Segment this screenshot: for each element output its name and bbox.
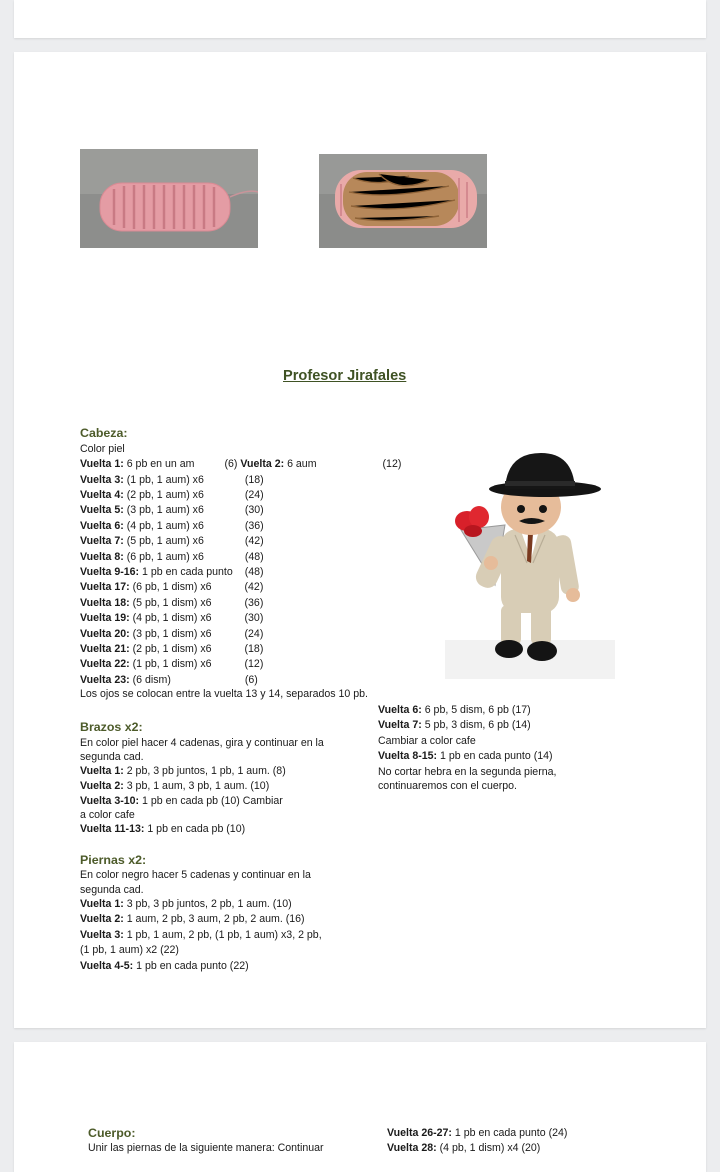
cabeza-row: Vuelta 5: (3 pb, 1 aum) x6 (30) — [80, 504, 264, 517]
cabeza-row: Vuelta 22: (1 pb, 1 dism) x6 (12) — [80, 658, 264, 671]
cuerpo-row-26-27: Vuelta 26-27: 1 pb en cada punto (24) — [387, 1127, 568, 1139]
right-note-2: continuaremos con el cuerpo. — [378, 780, 517, 792]
piernas-intro-2: segunda cad. — [80, 884, 144, 896]
cabeza-row: Vuelta 18: (5 pb, 1 dism) x6 (36) — [80, 596, 264, 609]
cuerpo-row-28: Vuelta 28: (4 pb, 1 dism) x4 (20) — [387, 1142, 541, 1154]
cabeza-color: Color piel — [80, 443, 125, 455]
cabeza-row: Vuelta 4: (2 pb, 1 aum) x6 (24) — [80, 488, 264, 501]
brazos-row-11-13: Vuelta 11-13: 1 pb en cada pb (10) — [80, 823, 246, 835]
brazos-row-2: Vuelta 2: 3 pb, 1 aum, 3 pb, 1 aum. (10) — [80, 780, 270, 792]
cabeza-row: Vuelta 20: (3 pb, 1 dism) x6 (24) — [80, 627, 264, 640]
right-row-6: Vuelta 6: 6 pb, 5 dism, 6 pb (17) — [378, 704, 531, 716]
cabeza-row: Vuelta 3: (1 pb, 1 aum) x6 (18) — [80, 473, 264, 486]
brazos-heading: Brazos x2: — [80, 720, 143, 734]
cabeza-row: Vuelta 23: (6 dism) (6) — [80, 673, 258, 686]
brazos-row-1: Vuelta 1: 2 pb, 3 pb juntos, 1 pb, 1 aum. (8) — [80, 765, 286, 777]
cabeza-row: Vuelta 9-16: 1 pb en cada punto (48) — [80, 565, 264, 578]
cuerpo-heading: Cuerpo: — [88, 1126, 136, 1140]
cabeza-row: Vuelta 17: (6 pb, 1 dism) x6 (42) — [80, 581, 264, 594]
cabeza-row: Vuelta 21: (2 pb, 1 dism) x6 (18) — [80, 642, 264, 655]
cabeza-note: Los ojos se colocan entre la vuelta 13 y 14, separados 10 pb. — [80, 688, 368, 700]
cabeza-row: Vuelta 19: (4 pb, 1 dism) x6 (30) — [80, 612, 264, 625]
previous-page — [14, 0, 706, 38]
piernas-row-3: Vuelta 3: 1 pb, 1 aum, 2 pb, (1 pb, 1 aum) x3, 2 pb, — [80, 929, 322, 941]
piernas-row-2: Vuelta 2: 1 aum, 2 pb, 3 aum, 2 pb, 2 aum. (16) — [80, 913, 305, 925]
right-row-8-15: Vuelta 8-15: 1 pb en cada punto (14) — [378, 750, 553, 762]
brown-piece-photo — [319, 154, 487, 248]
right-change-color: Cambiar a color cafe — [378, 735, 476, 747]
right-note-1: No cortar hebra en la segunda pierna, — [378, 766, 557, 778]
brazos-intro-1: En color piel hacer 4 cadenas, gira y continuar en la — [80, 737, 324, 749]
cabeza-row: Vuelta 8: (6 pb, 1 aum) x6 (48) — [80, 550, 264, 563]
piernas-row-3-cont: (1 pb, 1 aum) x2 (22) — [80, 944, 179, 956]
cabeza-row: Vuelta 7: (5 pb, 1 aum) x6 (42) — [80, 535, 264, 548]
brazos-row-3-10-cont: a color cafe — [80, 809, 135, 821]
piernas-row-1: Vuelta 1: 3 pb, 3 pb juntos, 2 pb, 1 aum. (10) — [80, 898, 292, 910]
cabeza-heading: Cabeza: — [80, 426, 128, 440]
pink-piece-photo — [80, 149, 258, 248]
next-page — [14, 1042, 706, 1172]
doll-photo — [445, 435, 615, 679]
piernas-heading: Piernas x2: — [80, 853, 147, 867]
pattern-title: Profesor Jirafales — [283, 368, 407, 384]
cabeza-row: Vuelta 6: (4 pb, 1 aum) x6 (36) — [80, 519, 264, 532]
piernas-row-4-5: Vuelta 4-5: 1 pb en cada punto (22) — [80, 960, 249, 972]
right-row-7: Vuelta 7: 5 pb, 3 dism, 6 pb (14) — [378, 719, 531, 731]
brazos-row-3-10: Vuelta 3-10: 1 pb en cada pb (10) Cambiar — [80, 795, 283, 807]
brazos-intro-2: segunda cad. — [80, 751, 144, 763]
cuerpo-intro: Unir las piernas de la siguiente manera: Continuar — [88, 1142, 324, 1154]
pattern-page — [14, 52, 706, 1028]
piernas-intro-1: En color negro hacer 5 cadenas y continuar en la — [80, 869, 311, 881]
cabeza-row-1-2: Vuelta 1: 6 pb en un am (6) Vuelta 2: 6 aum (12) — [80, 458, 402, 470]
